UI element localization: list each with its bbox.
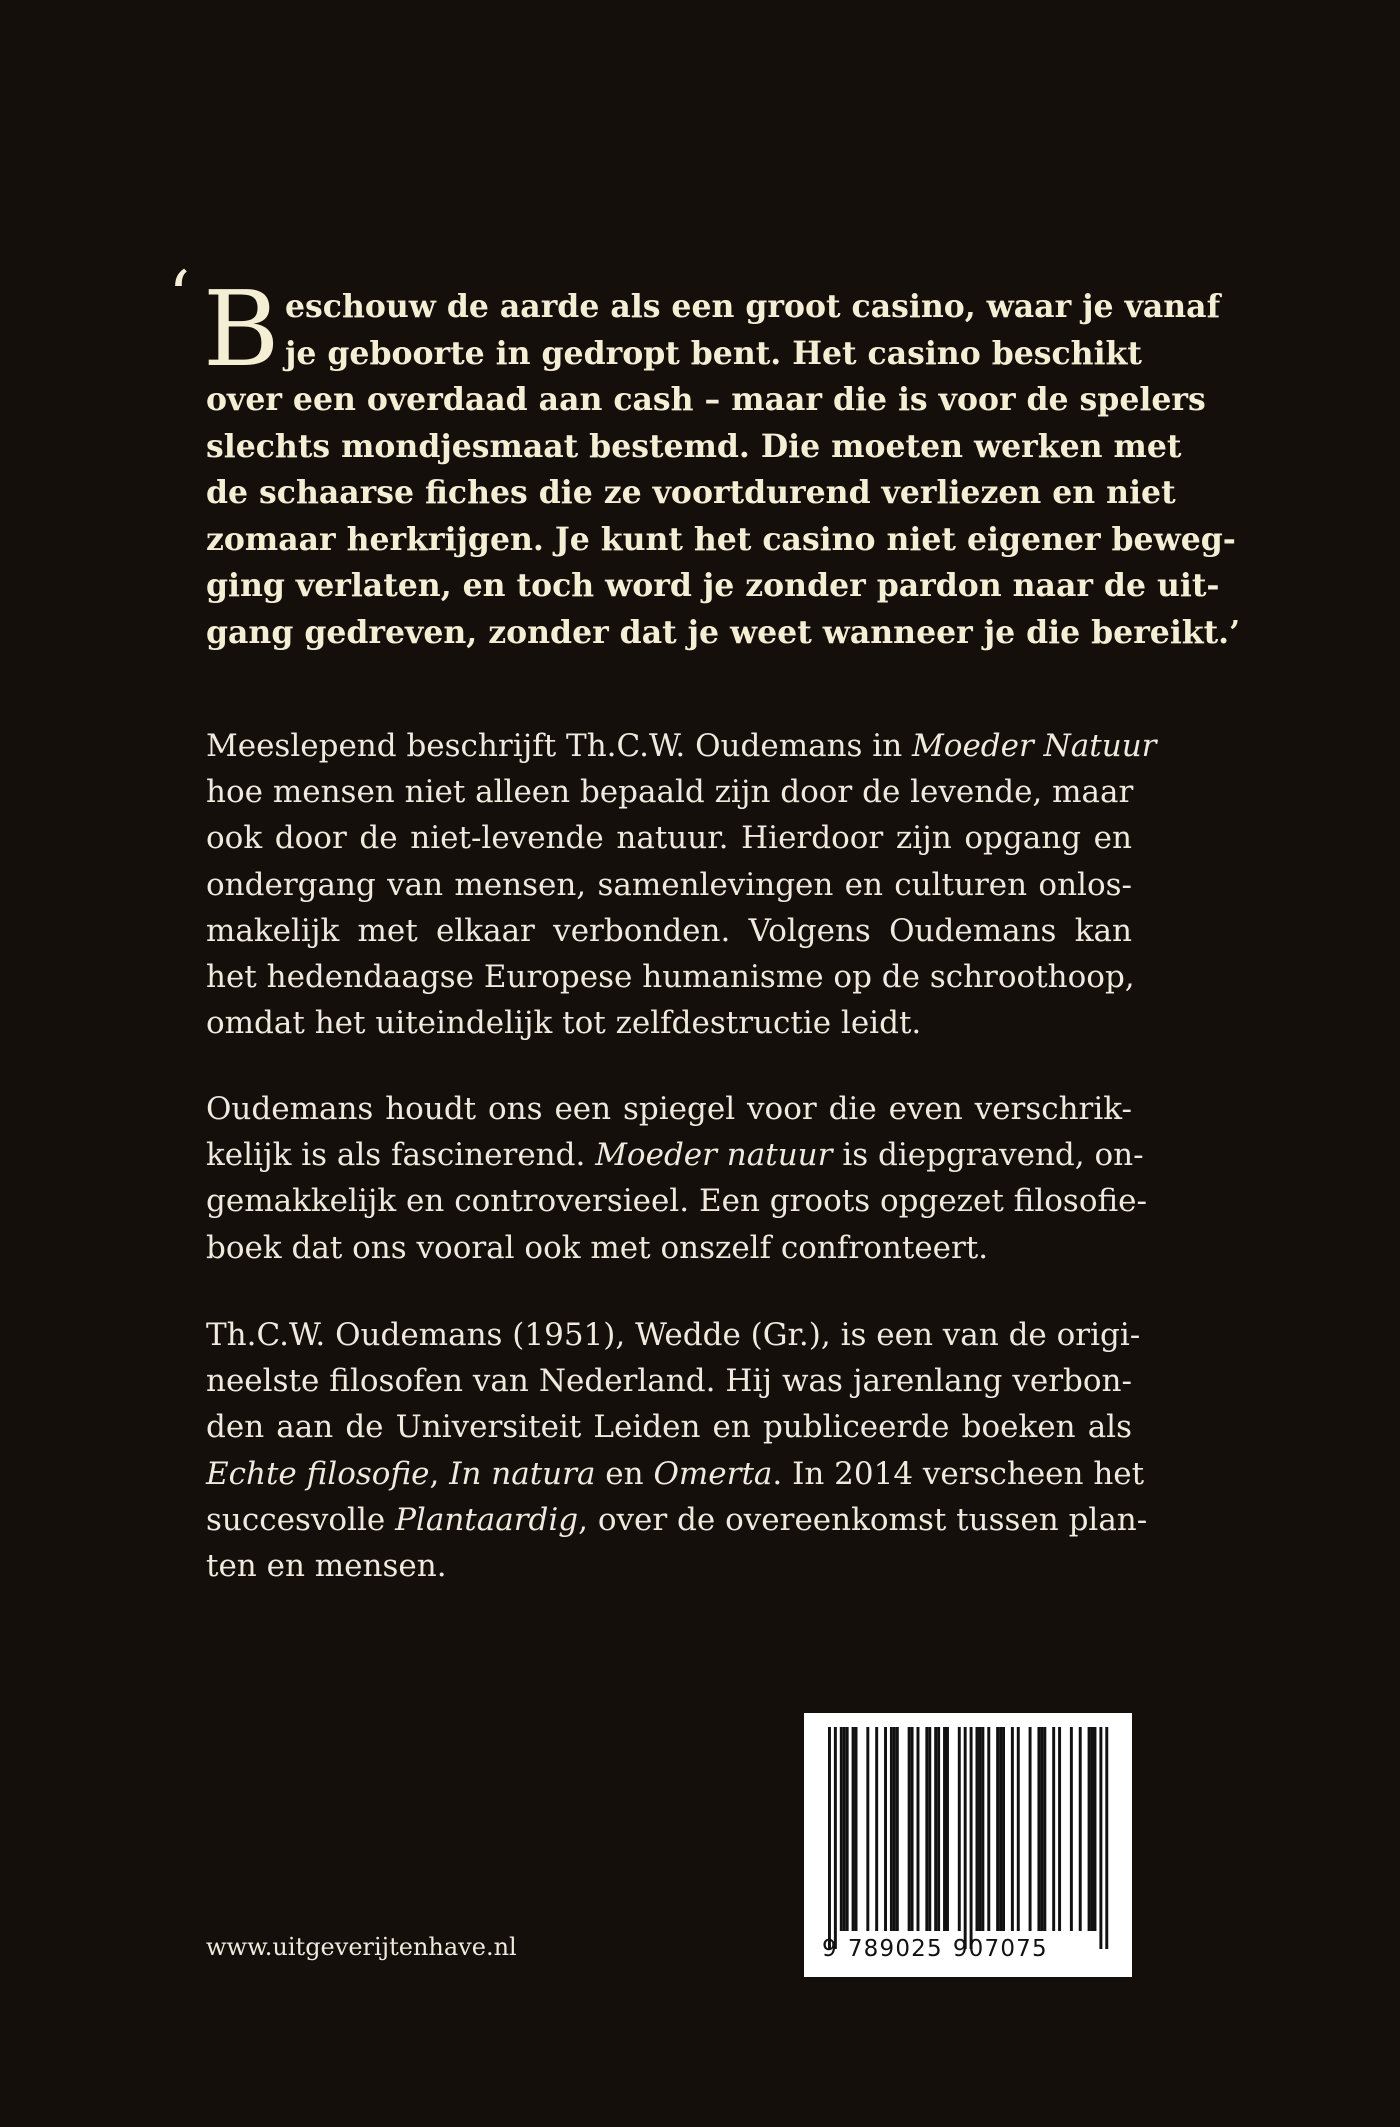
book-title-italic: Moeder Natuur (912, 728, 1157, 764)
paragraph-line (206, 1497, 1148, 1543)
quote-line: je geboorte in gedropt bent. Het casino beschikt (285, 334, 1142, 372)
barcode-bar (908, 1727, 911, 1931)
barcode-bar (1017, 1727, 1020, 1931)
quote-line: zomaar herkrijgen. Je kunt het casino niet eigener beweg- (206, 520, 1236, 558)
paragraph-line: makelijk met elkaar verbonden. Volgens Oudemans kan (206, 912, 1132, 949)
book-title-italic: Moeder natuur (595, 1137, 833, 1174)
barcode-bar (1029, 1727, 1032, 1931)
barcode-bar (981, 1727, 984, 1931)
paragraph-line: hoe mensen niet alleen bepaald zijn door de levende, maar (206, 774, 1134, 811)
description-paragraph (206, 723, 1157, 1046)
text-run: succesvolle (206, 1501, 386, 1538)
text-run: Meeslepend beschrijft Th.C.W. Oudemans in (206, 728, 903, 764)
isbn-group-right: 907075 (952, 1936, 1048, 1962)
barcode-bar (978, 1727, 981, 1931)
barcode-bar (855, 1727, 858, 1931)
quote-line: slechts mondjesmaat bestemd. Die moeten werken met (206, 427, 1182, 465)
book-title-italic: Omerta (653, 1455, 773, 1492)
text-run: . In 2014 verscheen het (772, 1455, 1145, 1492)
isbn-first-digit: 9 (822, 1936, 838, 1962)
barcode-bar (893, 1727, 896, 1931)
isbn-digits (822, 1935, 1048, 1963)
paragraph-line: gemakkelijk en controversieel. Een groots opgezet filosofie- (206, 1183, 1147, 1220)
barcode-bar (996, 1727, 999, 1931)
barcode-bar (1091, 1727, 1094, 1931)
barcode-bar (1037, 1727, 1040, 1931)
barcode-bar (937, 1727, 940, 1931)
quote-line: de schaarse fiches die ze voortdurend verliezen en niet (206, 474, 1176, 511)
book-quote (206, 284, 1241, 656)
barcode-bar (1052, 1727, 1055, 1931)
barcode-bar (875, 1727, 878, 1931)
barcode-bar (925, 1727, 928, 1931)
isbn-group-left: 789025 (847, 1936, 943, 1962)
barcode-bar (840, 1727, 843, 1931)
text-run: , over de overeenkomst tussen plan- (578, 1501, 1148, 1538)
review-paragraph (206, 1086, 1147, 1271)
barcode-bar (943, 1727, 946, 1931)
barcode-bar (928, 1727, 931, 1931)
paragraph-line: ondergang van mensen, samenlevingen en culturen onlos- (206, 866, 1132, 903)
barcode-bar (866, 1727, 869, 1931)
barcode-bar (958, 1727, 961, 1931)
barcode-guard-bar (828, 1727, 831, 1949)
barcode-bar (1043, 1727, 1046, 1931)
paragraph-line: den aan de Universiteit Leiden en publiceerde boeken als (206, 1409, 1132, 1446)
barcode-bar (1011, 1727, 1014, 1931)
paragraph-line (206, 1451, 1145, 1497)
book-title-italic: Plantaardig (395, 1501, 579, 1538)
barcode-bar (1088, 1727, 1091, 1931)
paragraph-line: boek dat ons vooral ook met onszelf confronteert. (206, 1229, 989, 1266)
barcode-bar (890, 1727, 893, 1931)
paragraph-line (206, 723, 1157, 769)
barcode-bar (1002, 1727, 1005, 1931)
drop-cap-letter: B (203, 268, 280, 390)
paragraph-line: het hedendaagse Europese humanisme op de schroothoop, (206, 958, 1135, 995)
quote-line: over een overdaad aan cash – maar die is voor de spelers (206, 381, 1206, 418)
barcode-bar (884, 1727, 887, 1931)
paragraph-line: Oudemans houdt ons een spiegel voor die even verschrik- (206, 1091, 1132, 1127)
publisher-website: www.uitgeverijtenhave.nl (206, 1933, 517, 1961)
barcode-bar (852, 1727, 855, 1931)
paragraph-line: Th.C.W. Oudemans (1951), Wedde (Gr.), is een van de origi- (206, 1317, 1141, 1353)
barcode-guard-bar (1105, 1727, 1108, 1949)
barcode-bar (976, 1727, 979, 1931)
paragraph-line (206, 1132, 1144, 1178)
text-run: en (605, 1455, 644, 1492)
barcode-bar (999, 1727, 1002, 1931)
barcode-bar (846, 1727, 849, 1931)
barcode-bar (1040, 1727, 1043, 1931)
text-run: kelijk is als fascinerend. (206, 1137, 586, 1174)
barcode-bar (1070, 1727, 1073, 1931)
author-bio-paragraph (206, 1312, 1148, 1589)
barcode-bar (934, 1727, 937, 1931)
opening-quote-mark: ‘ (168, 256, 191, 338)
quote-line: ging verlaten, en toch word je zonder pardon naar de uit- (206, 567, 1220, 604)
barcode-bar (1094, 1727, 1097, 1931)
quote-line: gang gedreven, zonder dat je weet wanneer je die bereikt.’ (206, 613, 1241, 651)
text-run: is diepgravend, on- (842, 1137, 1144, 1174)
paragraph-line: omdat het uiteindelijk tot zelfdestructie leidt. (206, 1005, 922, 1042)
barcode-bar (1079, 1727, 1082, 1931)
paragraph-line: ten en mensen. (206, 1547, 447, 1584)
text-run: , (429, 1455, 440, 1492)
quote-line: eschouw de aarde als een groot casino, waar je vanaf (285, 288, 1221, 325)
book-title-italic: In natura (449, 1455, 596, 1492)
barcode-bar (917, 1727, 920, 1931)
barcode-bar (896, 1727, 899, 1931)
paragraph-line: ook door de niet-levende natuur. Hierdoor zijn opgang en (206, 820, 1132, 857)
barcode-guard-bar (970, 1727, 973, 1949)
barcode-bar (946, 1727, 949, 1931)
barcode-guard-bar (1099, 1727, 1102, 1949)
barcode-bar (987, 1727, 990, 1931)
barcode-guard-bar (834, 1727, 837, 1949)
barcode-bar (911, 1727, 914, 1931)
paragraph-line: neelste filosofen van Nederland. Hij was jarenlang verbon- (206, 1363, 1132, 1400)
barcode-bar (1058, 1727, 1061, 1931)
barcode-guard-bar (964, 1727, 967, 1949)
barcode-bar (843, 1727, 846, 1931)
book-title-italic: Echte filosofie (206, 1455, 430, 1492)
isbn-barcode (804, 1713, 1132, 1977)
